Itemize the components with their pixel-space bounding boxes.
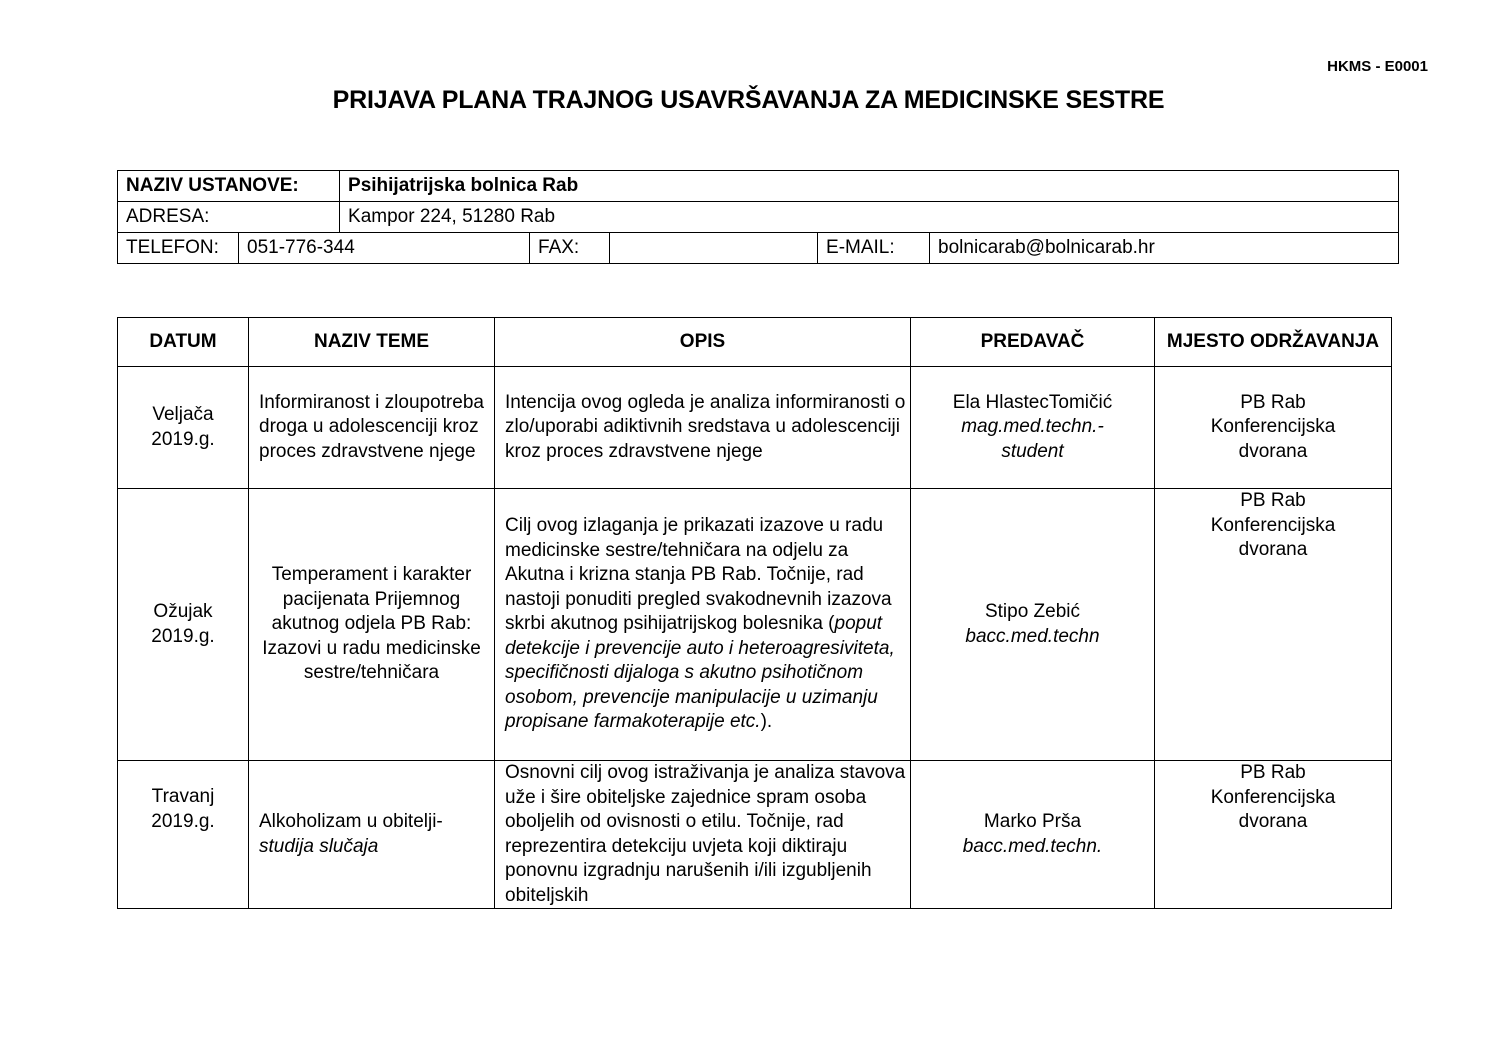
plan-header-row <box>118 318 1392 367</box>
table-row <box>118 761 1392 909</box>
phone-value: 051-776-344 <box>239 233 530 264</box>
date-cell <box>118 367 249 489</box>
column-header-place: MJESTO ODRŽAVANJA <box>1155 318 1392 367</box>
date-year: 2019.g. <box>151 810 215 832</box>
date-year: 2019.g. <box>151 625 215 647</box>
plan-table <box>117 317 1392 909</box>
page-title: PRIJAVA PLANA TRAJNOG USAVRŠAVANJA ZA MEDICINSKE SESTRE <box>332 86 1165 114</box>
topic-text: Temperament i karakter pacijenata Prijemnog akutnog odjela PB Rab: Izazovi u radu medicinske sestre/tehničara <box>262 564 481 684</box>
topic-cell <box>249 489 495 761</box>
topic-text: Informiranost i zloupotreba droga u adolescenciji kroz proces zdravstvene njege <box>259 391 484 462</box>
institution-name-label: NAZIV USTANOVE: <box>118 171 340 202</box>
column-header-lecturer: PREDAVAČ <box>911 318 1155 367</box>
place-cell <box>1155 761 1392 909</box>
lecturer-cell <box>911 367 1155 489</box>
lecturer-cell <box>911 761 1155 909</box>
place-hall: dvorana <box>1238 440 1308 462</box>
form-code: HKMS - E0001 <box>1327 58 1428 75</box>
place-name: PB Rab <box>1240 391 1306 413</box>
institution-table <box>117 170 1399 264</box>
email-label: E-MAIL: <box>818 233 930 264</box>
date-month: Veljača <box>152 404 214 425</box>
place-cell <box>1155 367 1392 489</box>
institution-name-value: Psihijatrijska bolnica Rab <box>340 171 1399 202</box>
address-label: ADRESA: <box>118 202 340 233</box>
lecturer-name: Ela HlastecTomičić <box>952 391 1113 413</box>
description-cell <box>495 367 911 489</box>
email-value: bolnicarab@bolnicarab.hr <box>930 233 1399 264</box>
institution-contact-row <box>118 233 1399 264</box>
lecturer-title: bacc.med.techn <box>965 625 1100 647</box>
date-cell <box>118 761 249 909</box>
phone-label: TELEFON: <box>118 233 239 264</box>
place-hall: dvorana <box>1238 539 1308 560</box>
institution-address-row <box>118 202 1399 233</box>
place-name: PB Rab <box>1240 762 1306 783</box>
lecturer-cell <box>911 489 1155 761</box>
date-year: 2019.g. <box>151 428 215 450</box>
topic-cell <box>249 761 495 909</box>
description-cell <box>495 761 911 909</box>
lecturer-title: bacc.med.techn. <box>962 835 1103 857</box>
description-italic: poput detekcije i prevencije auto i heteroagresiviteta, specifičnosti dijaloga s akutno psihotičnom osobom, prevencije manipulacije u uzimanju propisane farmakoterapije etc. <box>505 613 895 733</box>
place-room: Konferencijska <box>1210 514 1336 536</box>
lecturer-title: mag.med.techn.- student <box>961 416 1104 462</box>
institution-name-row <box>118 171 1399 202</box>
fax-value <box>610 233 818 264</box>
column-header-description: OPIS <box>495 318 911 367</box>
column-header-date: DATUM <box>118 318 249 367</box>
date-month: Ožujak <box>153 601 213 622</box>
place-room: Konferencijska <box>1210 786 1336 808</box>
table-row <box>118 489 1392 761</box>
topic-cell <box>249 367 495 489</box>
column-header-topic: NAZIV TEME <box>249 318 495 367</box>
fax-label: FAX: <box>530 233 610 264</box>
table-row <box>118 367 1392 489</box>
place-room: Konferencijska <box>1210 416 1336 438</box>
description-text: Cilj ovog izlaganja je prikazati izazove u radu medicinske sestre/tehničara na odjelu za Akutna i krizna stanja PB Rab. Točnije, rad nastoji ponuditi pregled svakodnevnih izazova skrbi akutnog psihijatrijskog bolesnika ( <box>505 515 892 635</box>
description-text: Intencija ovog ogleda je analiza informiranosti o zlo/uporabi adiktivnih sredstava u adolescenciji kroz proces zdravstvene njege <box>505 391 906 462</box>
date-month: Travanj <box>151 786 215 807</box>
topic-text: Alkoholizam u obitelji- <box>259 811 443 832</box>
date-cell <box>118 489 249 761</box>
address-value: Kampor 224, 51280 Rab <box>340 202 1399 233</box>
place-cell <box>1155 489 1392 761</box>
description-text: Osnovni cilj ovog istraživanja je analiza stavova uže i šire obiteljske zajednice spram osoba oboljelih od ovisnosti o etilu. Točnije, rad reprezentira detekciju uvjeta koji diktiraju ponovnu izgradnju narušenih i/ili izgubljenih obiteljskih <box>505 762 906 906</box>
topic-italic: studija slučaja <box>259 835 379 857</box>
lecturer-name: Stipo Zebić <box>984 601 1081 622</box>
description-cell <box>495 489 911 761</box>
description-tail: ). <box>760 711 773 733</box>
place-name: PB Rab <box>1240 490 1306 511</box>
place-hall: dvorana <box>1238 811 1308 832</box>
lecturer-name: Marko Prša <box>983 811 1082 832</box>
